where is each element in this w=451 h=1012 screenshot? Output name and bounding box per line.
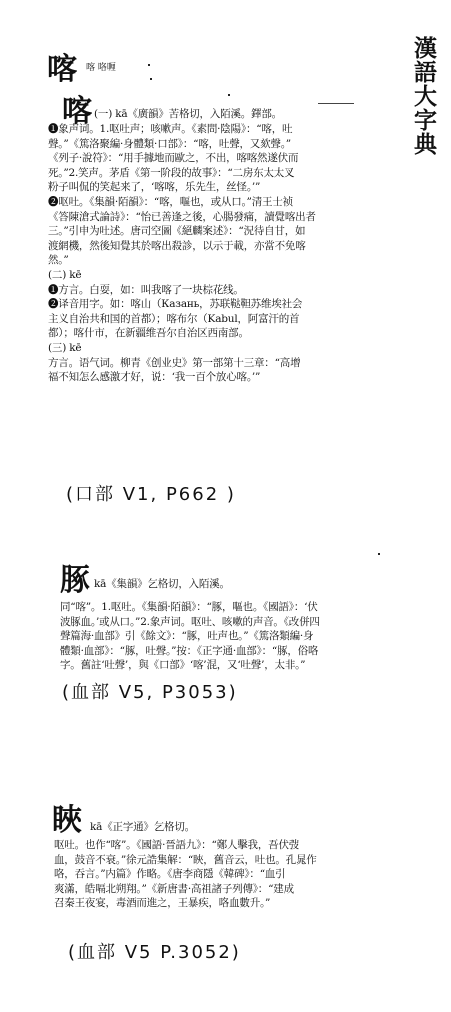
body-line: 同“喀”。1.呕吐。《集韻·陌韻》：“䐁，嘔也。《國語》：‘伏 xyxy=(60,601,318,613)
body-line: 然。” xyxy=(48,254,69,267)
body-line: 體類·血部》：“䐁，吐聲。”按：《正字通·血部》：“䐁，俗咯 xyxy=(60,644,319,657)
body-line: 波䐁血。’或从口。”2.象声词。呕吐、咳嗽的声音。《改併四 xyxy=(60,615,320,628)
entry-1-heading-char: 喀 xyxy=(62,94,92,129)
speck xyxy=(148,64,150,66)
body-line: 聲。”《篤洛聚編·身體類·口部》：“喀，吐聲，又欬聲。” xyxy=(48,137,291,150)
body-line: ❶方言。白耍，如：叫我喀了一块棕花线。 xyxy=(48,283,244,296)
body-line: 咯，吞言。”内篇》作略。《唐李商隱《韓碑》：“血引 xyxy=(54,868,286,881)
book-title: 漢語大字典 xyxy=(410,36,437,156)
body-line: 方言。语气词。柳青《创业史》第一部第十三章：“高增 xyxy=(48,356,301,369)
entry-2-heading-char: 䐁 xyxy=(60,563,90,598)
entry-2-heading-line: kā《集韻》乞格切，入陌溪。 xyxy=(94,578,230,590)
body-line: 呕吐。也作“喀”。《國語·晉語九》：“鄭人擊我，吾伏弢 xyxy=(54,839,300,851)
body-line: 《答陳滄式論詩》：“怡已善逢之後，心腸發痛，讀覺喀出者 xyxy=(48,210,316,223)
body-line: 聲篇海·血部》引《餘文》：“䐁，吐声也。”《篤洛類編·身 xyxy=(60,630,314,643)
entry-3-handwritten-note: (血部 V5 P.3052) xyxy=(68,942,241,963)
body-line: ❷译音用字。如：喀山（Казань，苏联鞑靼苏维埃社会 xyxy=(48,298,303,311)
body-line: ❶象声词。1.呕吐声；咳嗽声。《素問·陰陽》：“喀，吐 xyxy=(48,123,293,135)
entry-3-body xyxy=(54,838,317,911)
entry-2-body xyxy=(60,600,320,673)
body-line: 字。舊註‘吐聲’，與《口部》‘喀’混，又‘吐聲’，太非。” xyxy=(60,659,306,672)
body-line: 死。”2.笑声。茅盾《第一阶段的故事》：“二房东太太叉 xyxy=(48,166,295,179)
body-line: 都）；喀什市，在新疆维吾尔自治区西南部。 xyxy=(48,327,249,340)
body-line: 福不知怎么感激才好，说：‘我一百个放心喀。’” xyxy=(48,371,261,384)
speck xyxy=(228,94,230,96)
entry-3-heading-line: kā《正字通》乞格切。 xyxy=(90,821,195,833)
body-line: 爽滿，皓嗝北朔翔。”《新唐書·高祖諸子列傳》：“建成 xyxy=(54,882,294,895)
underline-mark xyxy=(318,103,354,104)
entry-1-top-label: 喀 咯喱 xyxy=(86,63,116,73)
body-line: (三) kē xyxy=(48,341,82,354)
entry-1-body xyxy=(48,122,316,385)
body-line: 渡網機，然後知覺其於喀出殺診，以示于載，亦當不免喀 xyxy=(48,239,306,252)
body-line: ❷呕吐。《集韻·陌韻》：“喀，嘔也，或从口。”清王士祯 xyxy=(48,195,293,208)
body-line: 三。”引申为吐述。唐司空圖《絕麟案述》：“況待自甘，如 xyxy=(48,225,306,238)
body-line: 粉子叫侃的笑起来了，‘喀喀，乐先生，丝怪。’” xyxy=(48,181,261,194)
speck xyxy=(378,553,380,555)
body-line: 召秦王夜宴，毒酒而進之，王暴疾，咯血數升。” xyxy=(54,897,271,910)
entry-1-handwritten-note: (口部 V1, P662 ) xyxy=(66,484,236,505)
body-line: (二) kē xyxy=(48,268,82,281)
entry-2-handwritten-note: (血部 V5, P3053) xyxy=(62,682,238,703)
entry-1-top-char: 喀 xyxy=(47,52,77,87)
body-line: 主义自治共和国的首都）；喀布尔（Kabul，阿富汗的首 xyxy=(48,312,300,325)
entry-1-heading-line: (一) kā《廣韻》苦格切，入陌溪。鐸部。 xyxy=(94,108,282,120)
entry-3-heading-char: 䀹 xyxy=(52,803,82,838)
body-line: 血，鼓音不衰。”徐元誥集解：“䀹，舊音云，吐也。孔晁作 xyxy=(54,853,317,866)
body-line: 《列子·說符》：“用手據地而歐之，不出，喀喀然遂伏而 xyxy=(48,152,299,165)
speck xyxy=(150,78,152,80)
